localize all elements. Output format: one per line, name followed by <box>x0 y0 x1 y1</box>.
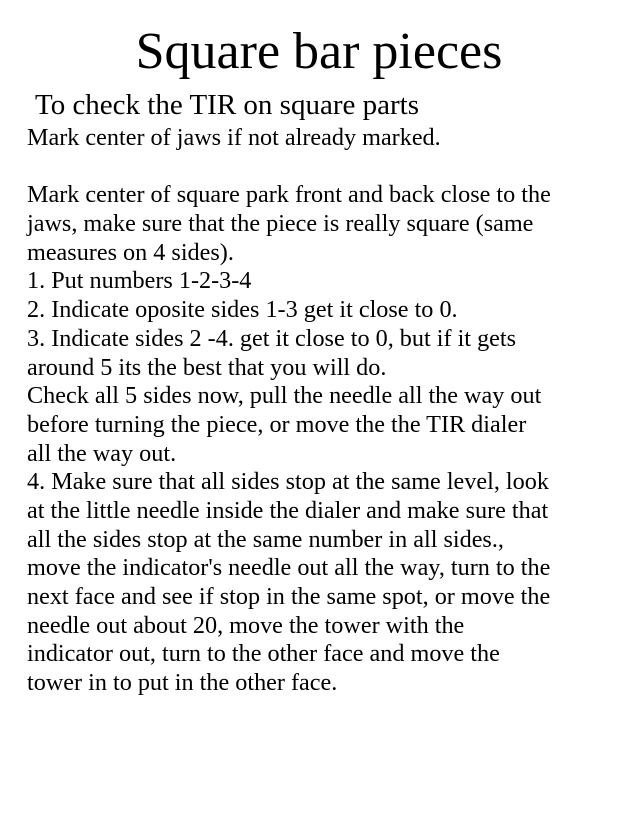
page-subtitle: To check the TIR on square parts <box>35 89 419 121</box>
instruction-line: measures on 4 sides). <box>27 238 234 266</box>
instruction-line: next face and see if stop in the same spot, or move the <box>27 583 551 610</box>
instruction-line: all the way out. <box>27 439 177 467</box>
instruction-line: indicator out, turn to the other face and move the <box>27 640 500 668</box>
instruction-line: Check all 5 sides now, pull the needle all the way out <box>27 382 542 410</box>
instruction-line: jaws, make sure that the piece is really square (same <box>27 210 534 238</box>
page-title: Square bar pieces <box>135 23 503 80</box>
instruction-line: around 5 its the best that you will do. <box>27 353 387 381</box>
instruction-line: Mark center of jaws if not already marked. <box>27 124 441 151</box>
instruction-line: before turning the piece, or move the the TIR dialer <box>27 410 527 438</box>
instruction-line: needle out about 20, move the tower with the <box>27 611 465 639</box>
step-3-line: 3. Indicate sides 2 -4. get it close to 0, but if it gets <box>27 324 517 352</box>
instructions-body <box>27 124 627 698</box>
step-2-line: 2. Indicate oposite sides 1-3 get it close to 0. <box>27 296 458 324</box>
instruction-line: tower in to put in the other face. <box>27 669 338 697</box>
step-1-line: 1. Put numbers 1-2-3-4 <box>27 267 252 295</box>
instruction-line: Mark center of square park front and back close to the <box>27 181 551 209</box>
blank-line <box>27 153 627 182</box>
instruction-line: all the sides stop at the same number in all sides., <box>27 525 504 553</box>
instruction-line: at the little needle inside the dialer and make sure that <box>27 496 549 524</box>
instruction-line: move the indicator's needle out all the way, turn to the <box>27 554 551 582</box>
step-4-line: 4. Make sure that all sides stop at the same level, look <box>27 468 549 496</box>
